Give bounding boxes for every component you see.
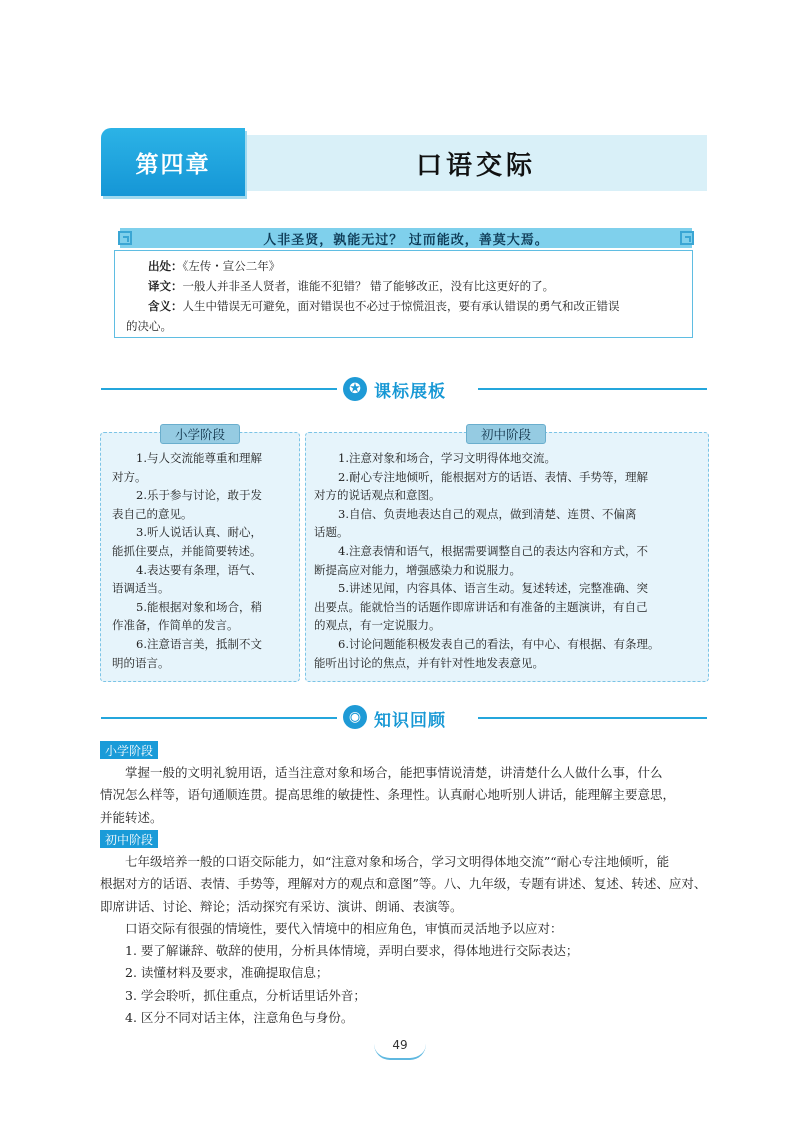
review-primary-tag: 小学阶段 — [100, 741, 158, 759]
panel-line: 语调适当。 — [112, 581, 170, 596]
review-middle-tag: 初中阶段 — [100, 830, 158, 848]
panel-line: 能听出讨论的焦点，并有针对性地发表意见。 — [314, 655, 544, 670]
proverb-title: 人非圣贤，孰能无过？ 过而能改，善莫大焉。 — [263, 232, 549, 248]
panel-line: 2.耐心专注地倾听，能根据对方的话语、表情、手势等，理解 — [338, 469, 648, 484]
primary-stage-text — [112, 449, 294, 672]
translation-label: 译文： — [148, 279, 183, 293]
panel-line: 4.注意表情和语气，根据需要调整自己的表达内容和方式，不 — [338, 543, 648, 558]
chapter-title: 口语交际 — [415, 150, 536, 181]
review-line: 4. 区分不同对话主体，注意角色与身份。 — [125, 1010, 354, 1026]
review-line: 2. 读懂材料及要求，准确提取信息； — [125, 965, 329, 981]
review-line: 1. 要了解谦辞、敬辞的使用，分析具体情境，弄明白要求，得体地进行交际表达； — [125, 943, 579, 959]
review-line: 根据对方的话语、表情、手势等，理解对方的观点和意图”等。八、九年级，专题有讲述、复述、转述、应对、 — [100, 876, 707, 892]
review-line: 即席讲话、讨论、辩论；活动探究有采访、演讲、朗诵、表演等。 — [100, 898, 463, 914]
panel-line: 6.讨论问题能积极发表自己的看法，有中心、有根据、有条理。 — [338, 636, 660, 651]
middle-stage-text — [314, 449, 706, 672]
panel-line: 断提高应对能力，增强感染力和说服力。 — [314, 562, 521, 577]
panel-line: 能抓住要点，并能简要转述。 — [112, 543, 262, 558]
review-line: 口语交际有很强的情境性，要代入情境中的相应角色，审慎而灵活地予以应对： — [125, 920, 563, 936]
panel-line: 作准备，作简单的发言。 — [112, 618, 239, 633]
panel-line: 出要点。能就恰当的话题作即席讲话和有准备的主题演讲，有自己 — [314, 599, 648, 614]
review-middle-text — [100, 851, 710, 1029]
section-rule-right — [478, 388, 707, 390]
panel-line: 对方的说话观点和意图。 — [314, 488, 441, 503]
meaning-text: 人生中错误无可避免，面对错误也不必过于惊慌沮丧，要有承认错误的勇气和改正错误 — [182, 299, 620, 313]
review-line: 并能转述。 — [100, 809, 163, 825]
panel-line: 3.自信、负责地表达自己的观点，做到清楚、连贯、不偏离 — [338, 506, 637, 521]
proverb-source — [148, 256, 678, 276]
panel-line: 3.听人说话认真、耐心， — [136, 525, 262, 540]
review-line: 七年级培养一般的口语交际能力，如“注意对象和场合，学习文明得体地交流”“耐心专注地倾听，能 — [125, 854, 670, 869]
panel-line: 的观点，有一定说服力。 — [314, 618, 441, 633]
panel-line: 对方。 — [112, 469, 147, 484]
panel-line: 5.讲述见闻，内容具体、语言生动。复述转述，完整准确、突 — [338, 581, 648, 596]
middle-stage-label: 初中阶段 — [466, 424, 546, 444]
panel-line: 2.乐于参与讨论，敢于发 — [136, 488, 262, 503]
section-rule-left-2 — [101, 717, 337, 719]
source-text: 《左传・宣公二年》 — [182, 259, 281, 273]
proverb-meaning — [148, 296, 688, 316]
chapter-number-tab: 第四章 — [101, 128, 245, 196]
panel-line: 1.注意对象和场合，学习文明得体地交流。 — [338, 451, 556, 465]
review-primary-text — [100, 762, 710, 829]
primary-stage-label: 小学阶段 — [160, 424, 240, 444]
compass-icon: ✪ — [343, 377, 367, 401]
proverb-meaning-cont: 的决心。 — [126, 319, 172, 333]
review-line: 情况怎么样等，语句通顺连贯。提高思维的敏捷性、条理性。认真耐心地听别人讲话，能理解主要意思， — [100, 787, 676, 803]
panel-line: 6.注意语言美，抵制不文 — [136, 636, 262, 651]
panel-line: 表自己的意见。 — [112, 506, 193, 521]
review-line: 3. 学会聆听，抓住重点，分析话里话外音； — [125, 987, 366, 1003]
review-line: 掌握一般的文明礼貌用语，适当注意对象和场合，能把事情说清楚，讲清楚什么人做什么事，什么 — [125, 765, 663, 780]
meaning-label: 含义： — [148, 299, 183, 313]
proverb-translation — [148, 276, 678, 296]
section-rule-right-2 — [478, 717, 707, 719]
panel-line: 明的语言。 — [112, 655, 170, 670]
source-label: 出处： — [148, 259, 183, 273]
page-number: 49 — [392, 1038, 408, 1052]
owl-icon: ◉ — [343, 705, 367, 729]
panel-line: 5.能根据对象和场合，稍 — [136, 599, 262, 614]
panel-line: 话题。 — [314, 525, 349, 540]
panel-line: 4.表达要有条理，语气、 — [136, 562, 262, 577]
section-rule-left — [101, 388, 337, 390]
translation-text: 一般人并非圣人贤者，谁能不犯错？ 错了能够改正，没有比这更好的了。 — [182, 279, 555, 293]
section-title-review: 知识回顾 — [374, 711, 446, 731]
panel-line: 1.与人交流能尊重和理解 — [136, 451, 262, 465]
section-title-standards: 课标展板 — [374, 382, 446, 402]
